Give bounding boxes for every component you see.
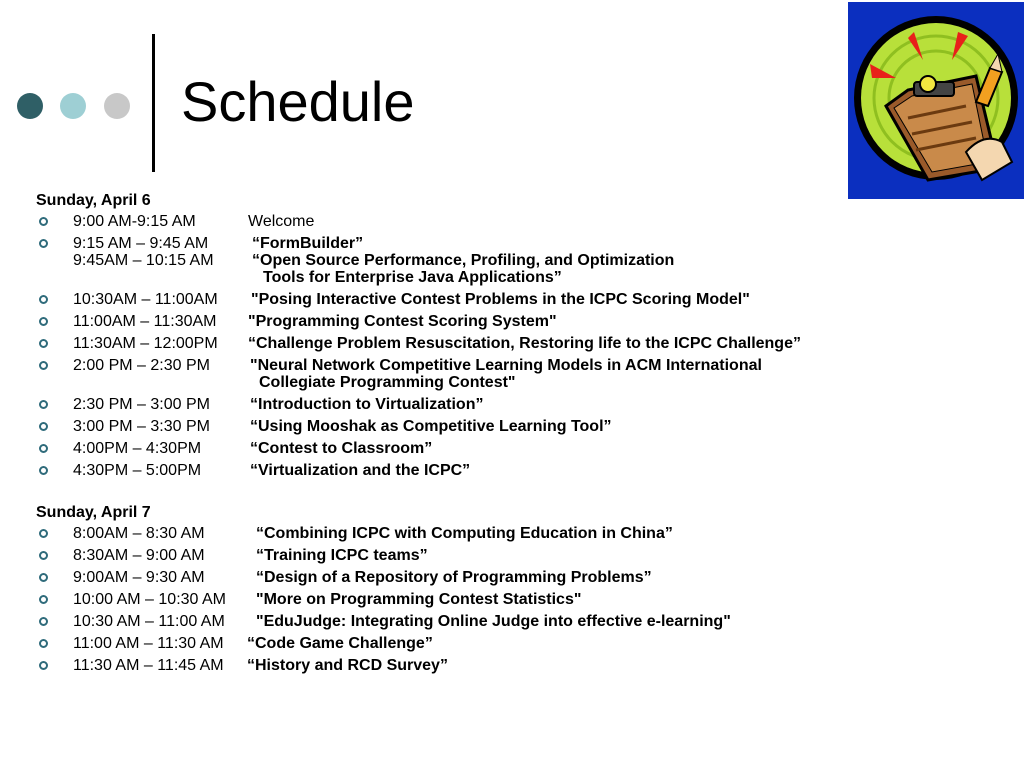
session-time: 11:30AM – 12:00PM: [73, 335, 218, 352]
day-heading: Sunday, April 7: [36, 504, 151, 521]
session-title: “FormBuilder”: [252, 235, 364, 252]
bullet-icon: [39, 595, 48, 604]
sub-session: [73, 252, 1016, 286]
session-time: 4:00PM – 4:30PM: [73, 440, 202, 457]
bullet-icon: [39, 444, 48, 453]
session-time: 10:30 AM – 11:00 AM: [73, 613, 225, 630]
bullet-icon: [39, 466, 48, 475]
session-time: 3:00 PM – 3:30 PM: [73, 418, 210, 435]
bullet-icon: [39, 400, 48, 409]
bullet-icon: [39, 339, 48, 348]
bullet-icon: [39, 661, 48, 670]
session-title: "Neural Network Competitive Learning Models in ACM International: [250, 357, 762, 374]
session-time: 8:00AM – 8:30 AM: [73, 525, 205, 542]
bullet-icon: [39, 295, 48, 304]
bullet-icon: [39, 617, 48, 626]
session-time: 10:00 AM – 10:30 AM: [73, 591, 226, 608]
session-title: “Challenge Problem Resuscitation, Restoring life to the ICPC Challenge”: [248, 335, 801, 352]
list-item: [36, 335, 1016, 352]
list-item: [36, 613, 1016, 630]
bullet-icon: [39, 551, 48, 560]
session-title: “Combining ICPC with Computing Education in China”: [256, 525, 673, 542]
list-item: [36, 440, 1016, 457]
slide-title: Schedule: [181, 70, 415, 133]
bullet-icon: [39, 317, 48, 326]
session-time: 11:00 AM – 11:30 AM: [73, 635, 224, 652]
session-title: “Open Source Performance, Profiling, and Optimization: [252, 252, 675, 269]
list-item: [36, 525, 1016, 542]
session-time: 2:30 PM – 3:00 PM: [73, 396, 210, 413]
session-title: “Code Game Challenge”: [247, 635, 433, 652]
session-time: 4:30PM – 5:00PM: [73, 462, 202, 479]
decor-dot-light: [60, 93, 86, 119]
day1-list: [36, 213, 1016, 479]
session-time: 10:30AM – 11:00AM: [73, 291, 218, 308]
day2-list: [36, 525, 1016, 674]
session-time: 9:00AM – 9:30 AM: [73, 569, 205, 586]
list-item: [36, 462, 1016, 479]
session-title-continued: Collegiate Programming Contest": [259, 374, 516, 391]
session-time: 9:45AM – 10:15 AM: [73, 252, 214, 269]
session-title: “Contest to Classroom”: [250, 440, 433, 457]
session-title: “History and RCD Survey”: [247, 657, 448, 674]
bullet-icon: [39, 217, 48, 226]
clipboard-pencil-icon: [848, 2, 1024, 199]
list-item: [36, 291, 1016, 308]
session-time: 9:15 AM – 9:45 AM: [73, 235, 209, 252]
list-item: [36, 313, 1016, 330]
bullet-icon: [39, 361, 48, 370]
bullet-icon: [39, 573, 48, 582]
bullet-icon: [39, 422, 48, 431]
session-title: "More on Programming Contest Statistics": [256, 591, 582, 608]
list-item: [36, 357, 1016, 391]
session-title: “Virtualization and the ICPC”: [250, 462, 471, 479]
day-heading: Sunday, April 6: [36, 192, 151, 209]
list-item: [36, 591, 1016, 608]
list-item: [36, 235, 1016, 286]
decor-dot-gray: [104, 93, 130, 119]
list-item: [36, 657, 1016, 674]
title-divider: [152, 34, 155, 172]
session-title-continued: Tools for Enterprise Java Applications”: [263, 269, 562, 286]
session-title: “Training ICPC teams”: [256, 547, 428, 564]
session-time: 8:30AM – 9:00 AM: [73, 547, 205, 564]
bullet-icon: [39, 639, 48, 648]
list-item: [36, 635, 1016, 652]
session-time: 11:00AM – 11:30AM: [73, 313, 217, 330]
list-item: [36, 213, 1016, 230]
session-title: "Posing Interactive Contest Problems in the ICPC Scoring Model": [251, 291, 750, 308]
list-item: [36, 569, 1016, 586]
session-time: 2:00 PM – 2:30 PM: [73, 357, 210, 374]
session-title: "Programming Contest Scoring System": [248, 313, 557, 330]
list-item: [36, 396, 1016, 413]
schedule-content: [36, 191, 1016, 679]
session-title: “Introduction to Virtualization”: [250, 396, 484, 413]
decor-dot-dark: [17, 93, 43, 119]
session-title: Welcome: [248, 213, 315, 230]
session-title: "EduJudge: Integrating Online Judge into effective e-learning": [256, 613, 731, 630]
bullet-icon: [39, 529, 48, 538]
session-title: “Design of a Repository of Programming Problems”: [256, 569, 652, 586]
session-time: 9:00 AM-9:15 AM: [73, 213, 196, 230]
session-title: “Using Mooshak as Competitive Learning Tool”: [250, 418, 612, 435]
bullet-icon: [39, 239, 48, 248]
list-item: [36, 547, 1016, 564]
list-item: [36, 418, 1016, 435]
session-time: 11:30 AM – 11:45 AM: [73, 657, 224, 674]
